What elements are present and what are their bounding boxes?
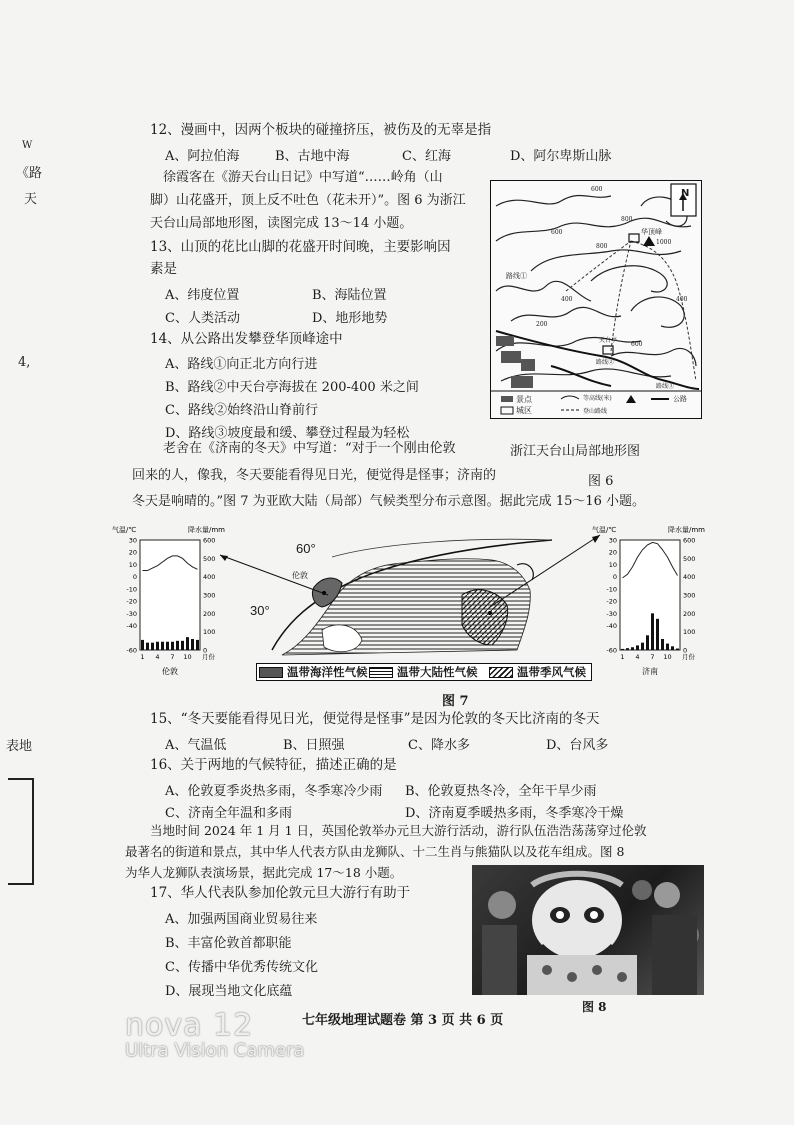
precip-bar	[661, 639, 664, 650]
chart-temp-tick: 30	[128, 536, 137, 545]
fig7-london-label: 伦敦	[292, 571, 308, 580]
q17-option-a: A、加强两国商业贸易往来	[165, 912, 318, 927]
fig8-label: 图 8	[582, 1000, 607, 1014]
q17-option-c: C、传播中华优秀传统文化	[165, 960, 318, 975]
precip-bar	[651, 613, 654, 650]
q15-stem: 15、“冬天要能看得见日光，便觉得是怪事”是因为伦敦的冬天比济南的冬天	[150, 711, 600, 727]
fig7-legend-monsoon-label: 温带季风气候	[517, 665, 586, 679]
fig6-route-3: 路线③	[656, 383, 675, 390]
chart-precip-tick: 200	[683, 609, 696, 618]
fig7-lat30-label: 30°	[250, 603, 270, 618]
chart-precip-tick: 100	[683, 628, 696, 637]
chart-x-tick: 7	[170, 653, 175, 661]
fig8-photo	[472, 865, 704, 995]
chart-y-axis-title: 气温/℃	[592, 526, 617, 534]
fig7-legend-monsoon	[489, 664, 586, 680]
fig6-contour-label: 600	[591, 186, 603, 193]
chart-precip-tick: 500	[203, 554, 216, 563]
chart-precip-tick: 400	[203, 573, 216, 582]
precip-bar	[656, 619, 659, 650]
q13-option-b: B、海陆位置	[312, 288, 387, 303]
fig6-place-tiantaiting: 天台亭	[599, 337, 618, 344]
fig6-contour-label: 600	[551, 229, 563, 236]
chart-precip-tick: 0	[683, 646, 688, 655]
chart-temp-tick: 10	[608, 560, 617, 569]
intro13-line2: 脚）山花盛开，顶上反不吐色（花未开）”。图 6 为浙江	[150, 193, 466, 208]
fig6-contour-label: 400	[676, 296, 688, 303]
chart-x-tick: 4	[155, 653, 160, 661]
q12-option-c: C、红海	[402, 149, 451, 164]
chart-x-tick: 10	[183, 653, 192, 661]
fig8-photo-drawing	[472, 865, 704, 995]
chart-temp-tick: -60	[126, 646, 137, 655]
chart-temp-tick: -10	[126, 585, 137, 594]
margin-w-mark: W	[22, 140, 33, 151]
chart-y2-axis-title: 降水量/mm	[668, 526, 705, 534]
precip-bar	[646, 635, 649, 650]
q13-option-d: D、地形地势	[312, 311, 388, 326]
q16-option-b: B、伦敦夏热冬冷，全年干旱少雨	[405, 784, 597, 799]
fig6-map	[490, 180, 702, 419]
chart-precip-tick: 100	[203, 628, 216, 637]
precip-bar	[631, 647, 634, 650]
chart-temp-tick: -30	[126, 609, 137, 618]
chart-precip-tick: 400	[683, 573, 696, 582]
fig7-legend-ocean	[259, 664, 368, 680]
fig6-contour-label: 600	[631, 341, 643, 348]
fig6-contour-label: 200	[536, 321, 548, 328]
chart-precip-tick: 300	[203, 591, 216, 600]
precip-bar	[171, 642, 174, 650]
intro17-line3: 为华人龙狮队表演场景，据此完成 17～18 小题。	[125, 865, 403, 880]
chart-temp-tick: 20	[128, 548, 137, 557]
precip-bar	[181, 641, 184, 650]
margin-lu-mark: 《路	[16, 166, 43, 181]
fig7-lat60-label: 60°	[296, 541, 316, 556]
fig7-label: 图 7	[442, 694, 469, 709]
ocean-swatch-icon	[259, 667, 283, 678]
watermark-brand: nova 12	[125, 1008, 254, 1043]
fig6-contour-label: 1000	[656, 239, 672, 246]
intro17-line2: 最著名的街道和景点，其中华人代表方队由龙狮队、十二生肖与熊猫队以及花车组成。图 8	[125, 844, 625, 859]
precip-bar	[161, 642, 164, 650]
precip-bar	[156, 642, 159, 650]
chart-temp-tick: -30	[606, 609, 617, 618]
monsoon-swatch-icon	[489, 667, 513, 678]
q17-option-b: B、丰富伦敦首都职能	[165, 936, 292, 951]
q14-option-b: B、路线②中天台亭海拔在 200-400 米之间	[165, 380, 419, 395]
chart-temp-tick: 20	[608, 548, 617, 557]
q12-stem: 12、漫画中，因两个板块的碰撞挤压，被伤及的无辜是指	[150, 122, 492, 138]
fig7-arrows	[200, 535, 620, 615]
watermark-sub: Ultra Vision Camera	[125, 1040, 305, 1061]
precip-bar	[641, 643, 644, 650]
q14-option-c: C、路线②始终沿山脊前行	[165, 403, 318, 418]
q12-option-a: A、阿拉伯海	[165, 149, 240, 164]
chart-x-tick: 4	[635, 653, 640, 661]
q15-option-b: B、日照强	[283, 738, 345, 753]
precip-bar	[666, 644, 669, 650]
chart-temp-tick: -40	[606, 622, 617, 631]
fig7-legend-continental-label: 温带大陆性气候	[397, 665, 478, 679]
chart-precip-tick: 300	[683, 591, 696, 600]
chart-temp-tick: 0	[612, 573, 617, 582]
precip-bar	[676, 649, 679, 650]
continental-swatch-icon	[369, 667, 393, 678]
q12-option-b: B、古地中海	[275, 149, 350, 164]
q14-option-a: A、路线①向正北方向行进	[165, 357, 318, 372]
chart-precip-tick: 600	[203, 536, 216, 545]
fig7-legend-continental	[369, 664, 478, 680]
margin-four-mark: 4,	[18, 355, 31, 370]
fig6-contour-label: 800	[621, 216, 633, 223]
chart-precip-tick: 600	[683, 536, 696, 545]
intro15-line2: 回来的人，像我，冬天要能看得见日光，便觉得是怪事；济南的	[132, 468, 497, 483]
chart-city-title: 伦敦	[162, 667, 178, 676]
precip-bar	[636, 645, 639, 650]
q16-option-d: D、济南夏季暖热多雨，冬季寒冷干燥	[405, 806, 624, 821]
chart-x-tick: 1	[620, 653, 625, 661]
fig6-contour-label: 400	[561, 296, 573, 303]
precip-bar	[621, 649, 624, 650]
precip-bar	[196, 640, 199, 650]
chart-x-tick: 月份	[202, 653, 215, 661]
precip-bar	[141, 640, 144, 650]
margin-di-mark: 表地	[6, 739, 33, 754]
chart-precip-tick: 200	[203, 609, 216, 618]
q16-option-c: C、济南全年温和多雨	[165, 806, 292, 821]
chart-temp-tick: 0	[132, 573, 137, 582]
chart-x-tick: 7	[650, 653, 655, 661]
q14-option-d: D、路线③坡度最和缓、攀登过程最为轻松	[165, 426, 410, 441]
q17-option-d: D、展现当地文化底蕴	[165, 984, 293, 999]
chart-precip-tick: 500	[683, 554, 696, 563]
chart-frame	[620, 540, 680, 650]
chart-x-tick: 1	[140, 653, 145, 661]
q13-stem-line1: 13、山顶的花比山脚的花盛开时间晚，主要影响因	[150, 239, 451, 255]
precip-bar	[151, 643, 154, 650]
fig6-label: 图 6	[588, 474, 614, 489]
chart-temp-tick: 30	[608, 536, 617, 545]
q15-option-d: D、台风多	[546, 738, 609, 753]
q15-option-a: A、气温低	[165, 738, 227, 753]
chart-precip-tick: 0	[203, 646, 208, 655]
fig6-legend-spot: 景点	[516, 395, 532, 404]
chart-city-title: 济南	[642, 667, 658, 676]
chart-temp-tick: 10	[128, 560, 137, 569]
chart-temp-tick: -20	[606, 597, 617, 606]
fig6-north-label: N	[681, 188, 690, 199]
q16-option-a: A、伦敦夏季炎热多雨，冬季寒冷少雨	[165, 784, 383, 799]
chart-temp-tick: -40	[126, 622, 137, 631]
precip-bar	[166, 642, 169, 650]
page-footer: 七年级地理试题卷 第 3 页 共 6 页	[302, 1013, 504, 1028]
q13-option-a: A、纬度位置	[165, 288, 240, 303]
chart-x-tick: 10	[663, 653, 672, 661]
precip-bar	[146, 643, 149, 650]
fig6-contour-label: 800	[596, 243, 608, 250]
chart-temp-tick: -60	[606, 646, 617, 655]
q14-stem: 14、从公路出发攀登华顶峰途中	[150, 331, 343, 347]
margin-tian-mark: 天	[24, 192, 38, 207]
precip-bar	[176, 641, 179, 650]
q17-stem: 17、华人代表队参加伦敦元旦大游行有助于	[150, 885, 411, 901]
chart-y2-axis-title: 降水量/mm	[188, 526, 225, 534]
fig6-legend-contour: 等高线(米)	[583, 395, 612, 402]
fig6-route-1: 路线①	[506, 272, 527, 280]
precip-bar	[191, 639, 194, 650]
intro13-line1: 徐霞客在《游天台山日记》中写道“……岭角（山	[163, 170, 443, 185]
margin-answer-frame	[8, 778, 34, 885]
fig7-legend-ocean-label: 温带海洋性气候	[287, 665, 368, 679]
precip-bar	[626, 648, 629, 650]
chart-x-tick: 月份	[682, 653, 695, 661]
q15-option-c: C、降水多	[408, 738, 470, 753]
intro17-line1: 当地时间 2024 年 1 月 1 日，英国伦敦举办元旦大游行活动，游行队伍浩浩荡荡穿过伦敦	[150, 823, 647, 838]
q13-option-c: C、人类活动	[165, 311, 240, 326]
q16-stem: 16、关于两地的气候特征，描述正确的是	[150, 757, 397, 773]
chart-y-axis-title: 气温/℃	[112, 526, 137, 534]
fig6-caption: 浙江天台山局部地形图	[510, 444, 641, 459]
chart-temp-tick: -20	[126, 597, 137, 606]
chart-temp-tick: -10	[606, 585, 617, 594]
fig6-route-2: 路线②	[596, 359, 615, 366]
q12-option-d: D、阿尔卑斯山脉	[510, 149, 612, 164]
intro13-line3: 天台山局部地形图，读图完成 13～14 小题。	[150, 216, 413, 231]
q13-stem-line2: 素是	[150, 261, 177, 277]
precip-bar	[186, 637, 189, 650]
fig6-legend-city: 城区	[516, 406, 532, 415]
fig6-place-huading: 华顶峰	[641, 228, 662, 236]
intro15-line1: 老舍在《济南的冬天》中写道：“对于一个刚由伦敦	[163, 441, 456, 456]
fig6-legend-road: 公路	[673, 395, 687, 403]
intro15-line3: 冬天是响晴的。”图 7 为亚欧大陆（局部）气候类型分布示意图。据此完成 15～16 小题。	[132, 494, 646, 509]
chart-frame	[140, 540, 200, 650]
precip-bar	[671, 646, 674, 650]
fig6-legend-route: 登山路线	[583, 408, 608, 415]
